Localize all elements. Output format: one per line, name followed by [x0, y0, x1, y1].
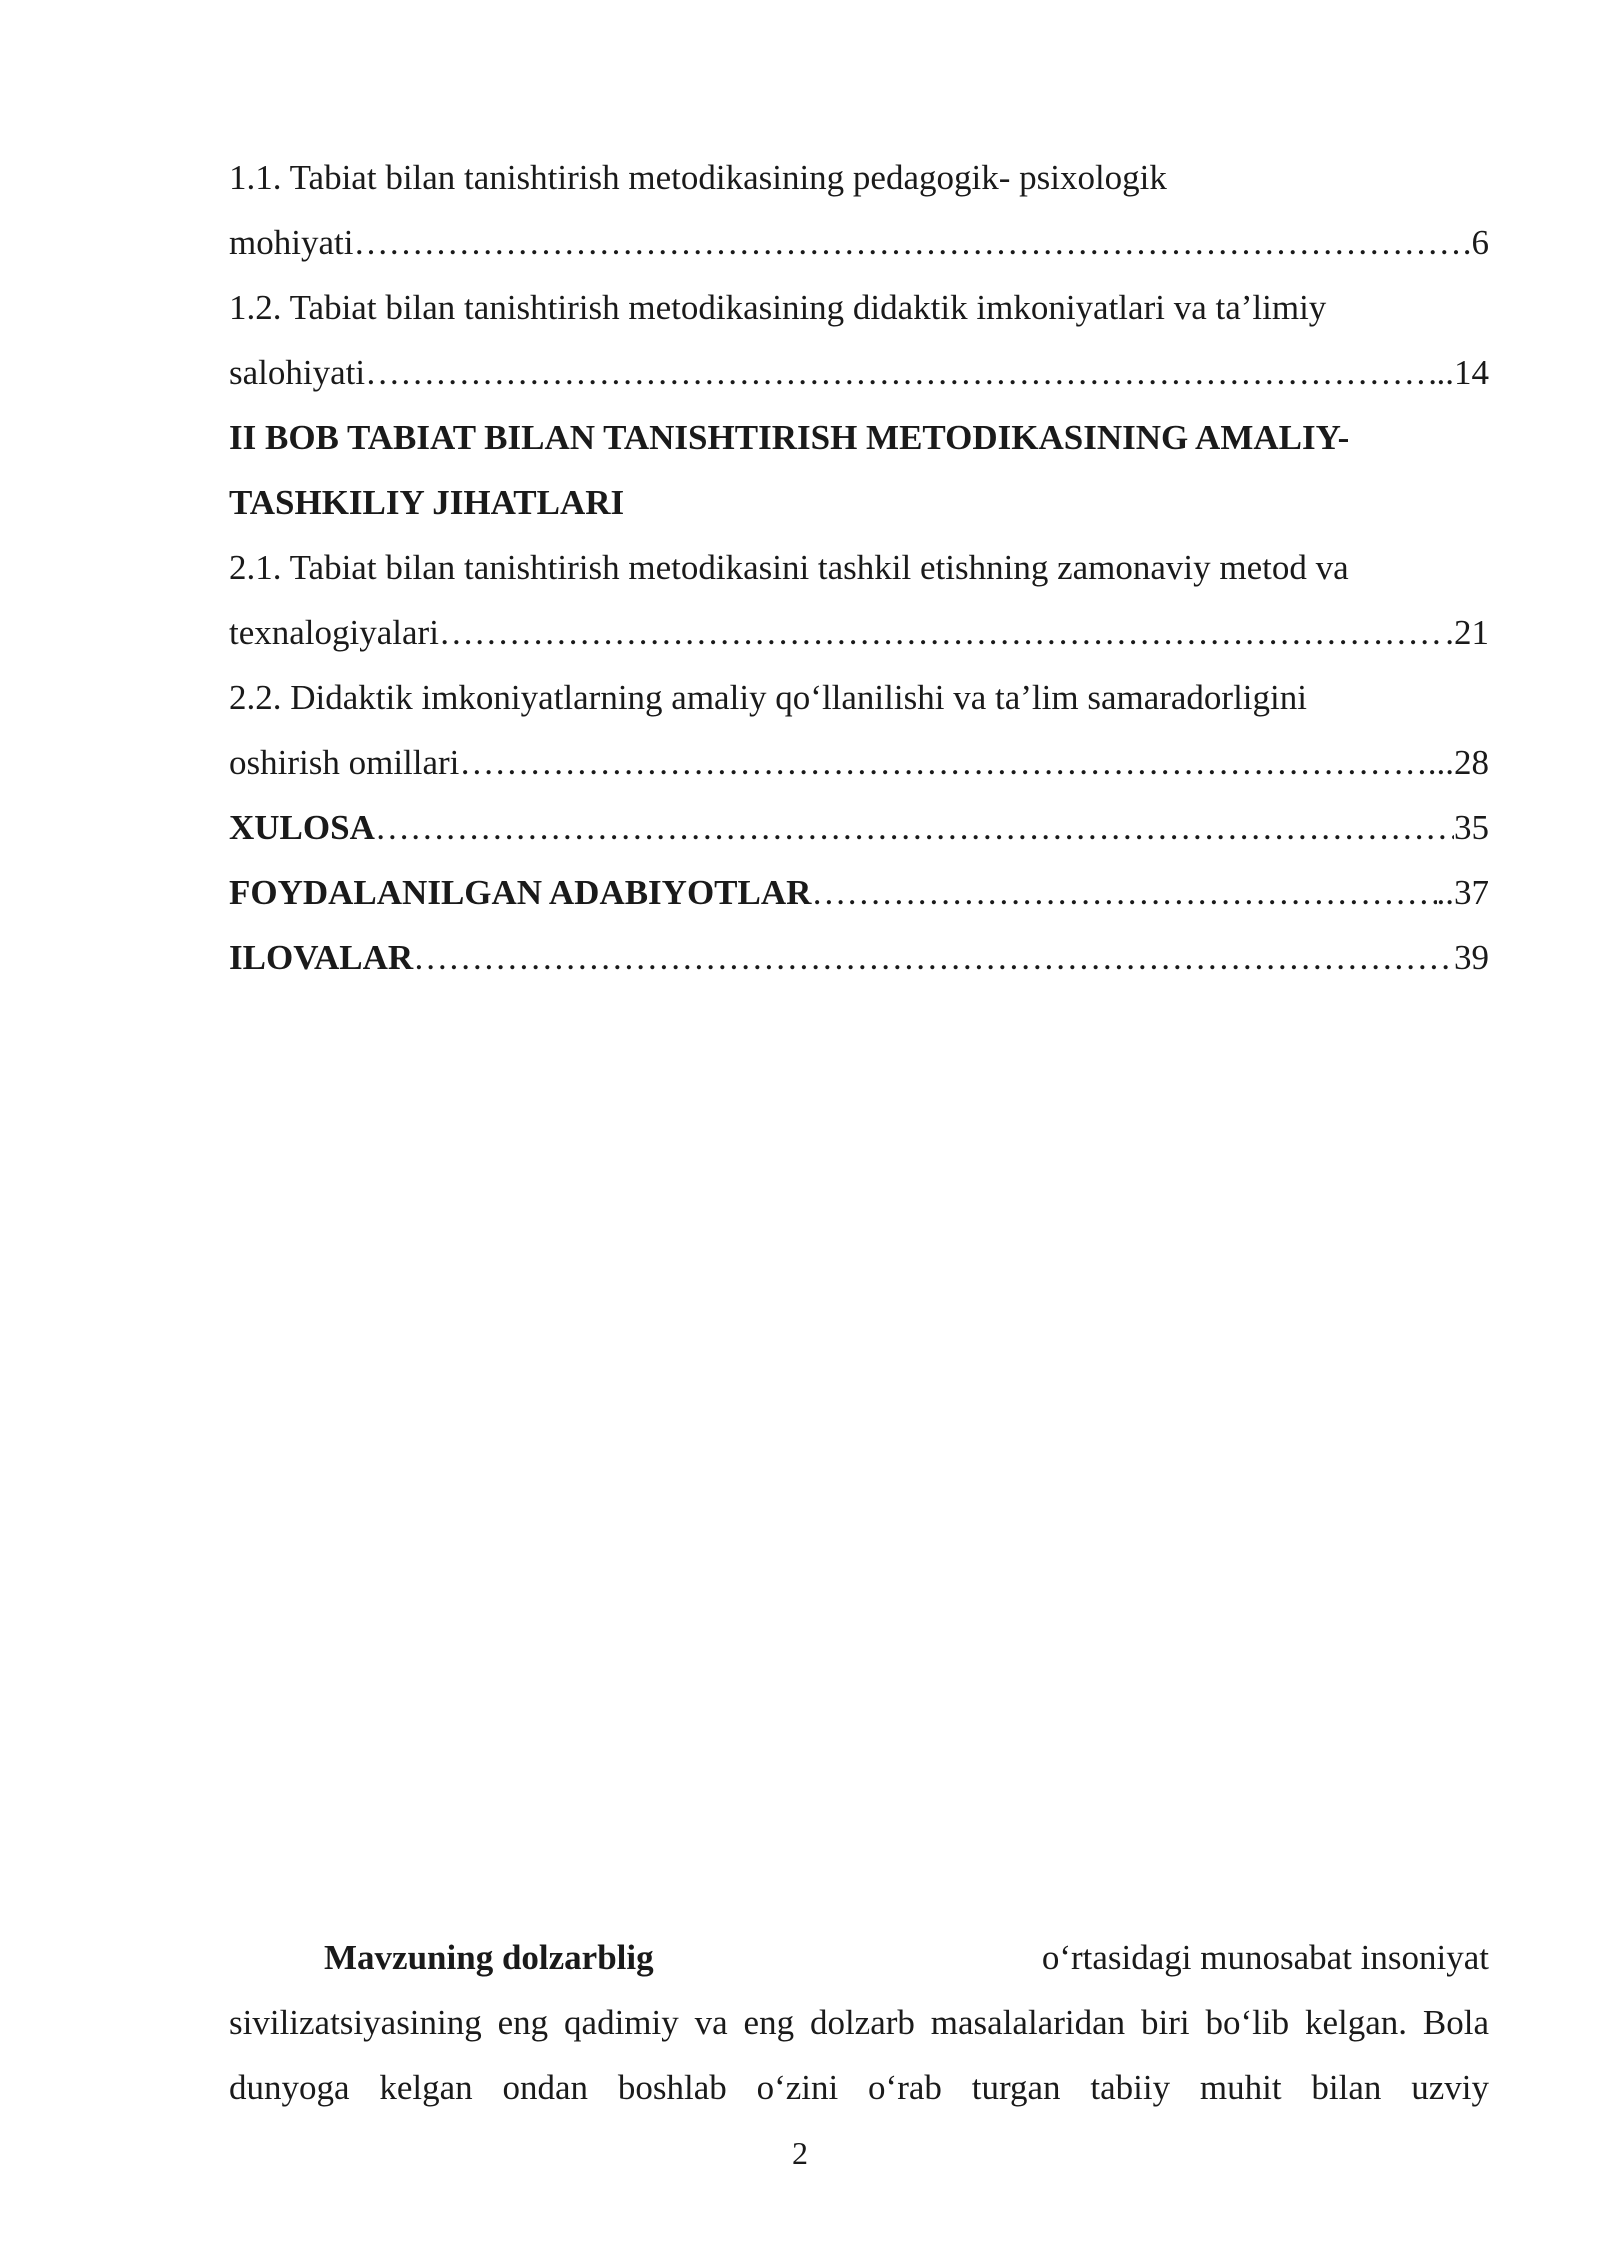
body-paragraph	[229, 1925, 1489, 2120]
dot-leader	[375, 795, 1454, 860]
toc-entry-2-2-title	[229, 665, 1489, 730]
toc-page-number: ..37	[1436, 873, 1489, 912]
dot-leader	[365, 340, 1436, 405]
dot-leader	[459, 730, 1427, 795]
paragraph-first-line	[229, 1925, 1489, 1990]
dot-leader	[413, 925, 1454, 990]
redaction-block	[654, 1936, 954, 1986]
toc-entry-2-1-title	[229, 535, 1489, 600]
toc-entry-text: oshirish omillari	[229, 743, 460, 782]
dot-leader	[439, 600, 1445, 665]
toc-entry-ilovalar[interactable]	[229, 925, 1489, 990]
table-of-contents	[229, 145, 1489, 990]
toc-entry-text: XULOSA	[229, 808, 375, 847]
toc-page-number: .21	[1445, 613, 1489, 652]
toc-entry-1-2-title	[229, 275, 1489, 340]
toc-entry-2-1[interactable]	[229, 600, 1489, 665]
toc-entry-1-1-title	[229, 145, 1489, 210]
toc-entry-1-1[interactable]	[229, 210, 1489, 275]
toc-entry-xulosa[interactable]	[229, 795, 1489, 860]
toc-chapter-title: TASHKILIY JIHATLARI	[229, 483, 625, 522]
dot-leader	[353, 210, 1462, 275]
toc-page-number: 39	[1454, 938, 1489, 977]
toc-entry-text: 1.1. Tabiat bilan tanishtirish metodikasining pedagogik- psixologik	[229, 158, 1167, 197]
toc-entry-adabiyotlar[interactable]	[229, 860, 1489, 925]
toc-entry-2-2[interactable]	[229, 730, 1489, 795]
toc-entry-text: texnalogiyalari	[229, 613, 439, 652]
page-number: 2	[792, 2135, 808, 2171]
toc-chapter-heading[interactable]	[229, 405, 1489, 470]
toc-entry-text: 2.1. Tabiat bilan tanishtirish metodikasini tashkil etishning zamonaviy metod va	[229, 548, 1349, 587]
toc-page-number: ...28	[1427, 743, 1489, 782]
toc-chapter-title: II BOB TABIAT BILAN TANISHTIRISH METODIKASINING AMALIY-	[229, 418, 1350, 457]
toc-entry-text: ILOVALAR	[229, 938, 414, 977]
toc-entry-text: 1.2. Tabiat bilan tanishtirish metodikasining didaktik imkoniyatlari va ta’limiy	[229, 288, 1327, 327]
paragraph-line-text: o‘rtasidagi munosabat insoniyat	[1041, 1938, 1489, 1977]
toc-page-number: .6	[1462, 223, 1489, 262]
toc-chapter-heading-cont	[229, 470, 1489, 535]
toc-entry-text: FOYDALANILGAN ADABIYOTLAR	[229, 873, 812, 912]
paragraph-line: dunyoga kelgan ondan boshlab o‘zini o‘rab turgan tabiiy muhit bilan uzviy	[229, 2068, 1489, 2107]
toc-entry-text: salohiyati	[229, 353, 366, 392]
paragraph-line: sivilizatsiyasining eng qadimiy va eng dolzarb masalalaridan biri bo‘lib kelgan. Bola	[229, 2003, 1489, 2042]
toc-page-number: ..14	[1436, 353, 1489, 392]
toc-entry-text: mohiyati	[229, 223, 354, 262]
toc-entry-text: 2.2. Didaktik imkoniyatlarning amaliy qo‘llanilishi va ta’lim samaradorligini	[229, 678, 1307, 717]
paragraph-lead-group	[324, 1925, 954, 1990]
toc-page-number: 35	[1454, 808, 1489, 847]
paragraph-lead-bold: Mavzuning dolzarblig	[324, 1938, 654, 1977]
dot-leader	[811, 860, 1436, 925]
toc-entry-1-2[interactable]	[229, 340, 1489, 405]
